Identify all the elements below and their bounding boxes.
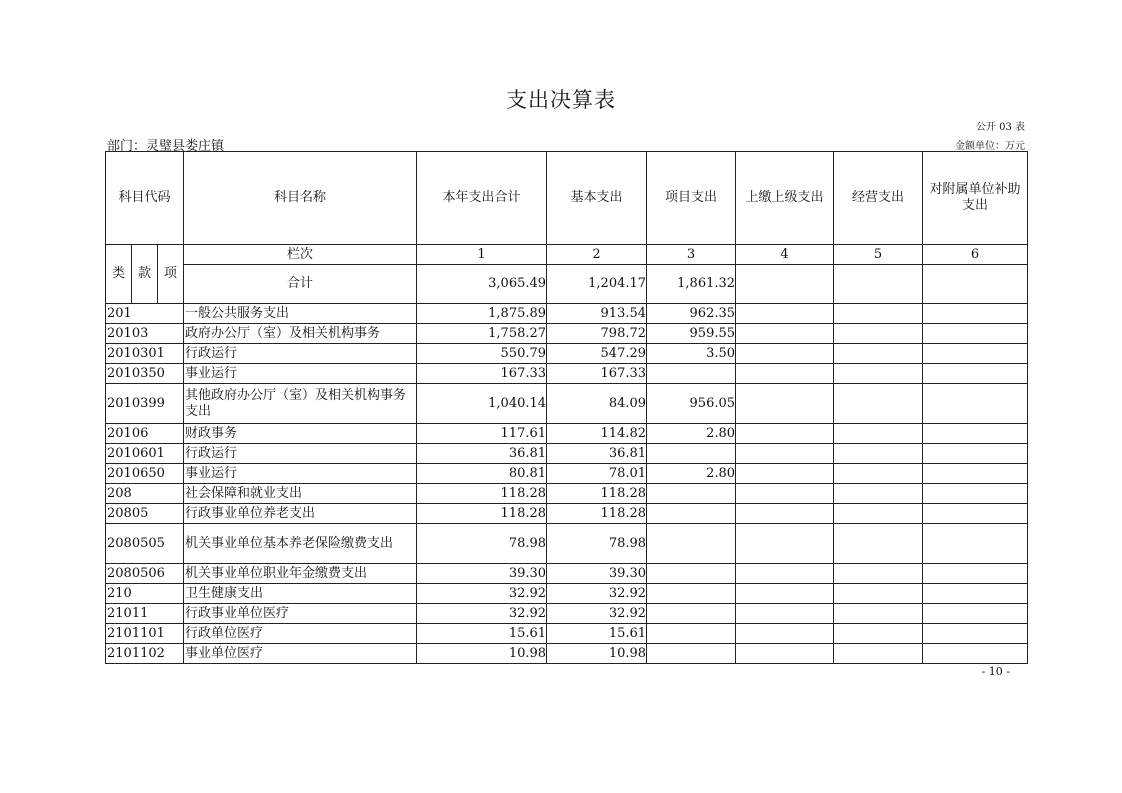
row-subsidiary [923, 444, 1028, 464]
row-upper [736, 584, 834, 604]
row-code: 21011 [106, 604, 184, 624]
row-total: 1,758.27 [417, 324, 547, 344]
row-basic: 167.33 [547, 364, 647, 384]
row-basic: 78.98 [547, 524, 647, 564]
row-total: 117.61 [417, 424, 547, 444]
row-total: 1,875.89 [417, 304, 547, 324]
row-basic: 15.61 [547, 624, 647, 644]
row-subsidiary [923, 524, 1028, 564]
row-business [834, 444, 923, 464]
row-basic: 10.98 [547, 644, 647, 664]
row-subsidiary [923, 584, 1028, 604]
column-number-row [106, 245, 1028, 265]
row-subsidiary [923, 624, 1028, 644]
row-name: 社会保障和就业支出 [184, 484, 417, 504]
header-business: 经营支出 [834, 152, 923, 245]
row-upper [736, 324, 834, 344]
row-code: 2010301 [106, 344, 184, 364]
row-upper [736, 464, 834, 484]
row-subsidiary [923, 424, 1028, 444]
table-row [106, 644, 1028, 664]
row-code: 20805 [106, 504, 184, 524]
row-subsidiary [923, 324, 1028, 344]
row-total: 1,040.14 [417, 384, 547, 424]
row-business [834, 384, 923, 424]
row-subsidiary [923, 384, 1028, 424]
row-name: 其他政府办公厅（室）及相关机构事务支出 [184, 384, 417, 424]
row-business [834, 424, 923, 444]
row-total: 80.81 [417, 464, 547, 484]
row-project [647, 644, 736, 664]
total-basic: 1,204.17 [547, 265, 647, 304]
row-name: 机关事业单位职业年金缴费支出 [184, 564, 417, 584]
row-project [647, 564, 736, 584]
row-business [834, 644, 923, 664]
row-business [834, 464, 923, 484]
table-row [106, 564, 1028, 584]
total-label: 合计 [184, 265, 417, 304]
row-total: 36.81 [417, 444, 547, 464]
row-total: 550.79 [417, 344, 547, 364]
col-number-2: 2 [547, 245, 647, 265]
row-upper [736, 504, 834, 524]
total-business [834, 265, 923, 304]
row-total: 32.92 [417, 584, 547, 604]
row-business [834, 344, 923, 364]
row-upper [736, 624, 834, 644]
row-basic: 118.28 [547, 504, 647, 524]
col-number-6: 6 [923, 245, 1028, 265]
row-project: 2.80 [647, 464, 736, 484]
row-business [834, 504, 923, 524]
page-number: - 10 - [981, 665, 1010, 678]
expenditure-table [105, 151, 1028, 664]
row-code: 2010350 [106, 364, 184, 384]
table-row [106, 504, 1028, 524]
col-number-1: 1 [417, 245, 547, 265]
row-business [834, 484, 923, 504]
header-xiang: 项 [158, 245, 184, 304]
table-row [106, 584, 1028, 604]
row-project: 959.55 [647, 324, 736, 344]
row-basic: 36.81 [547, 444, 647, 464]
row-code: 210 [106, 584, 184, 604]
total-amount: 3,065.49 [417, 265, 547, 304]
row-basic: 118.28 [547, 484, 647, 504]
row-project [647, 604, 736, 624]
row-subsidiary [923, 644, 1028, 664]
row-upper [736, 604, 834, 624]
row-name: 行政事业单位养老支出 [184, 504, 417, 524]
total-subsidiary [923, 265, 1028, 304]
row-project [647, 584, 736, 604]
row-subsidiary [923, 484, 1028, 504]
row-basic: 913.54 [547, 304, 647, 324]
row-upper [736, 344, 834, 364]
row-business [834, 364, 923, 384]
row-business [834, 524, 923, 564]
row-business [834, 624, 923, 644]
row-total: 39.30 [417, 564, 547, 584]
header-kuan: 款 [132, 245, 158, 304]
row-name: 事业运行 [184, 464, 417, 484]
row-name: 行政运行 [184, 344, 417, 364]
row-upper [736, 524, 834, 564]
row-code: 208 [106, 484, 184, 504]
row-basic: 32.92 [547, 584, 647, 604]
row-subsidiary [923, 304, 1028, 324]
row-code: 2080505 [106, 524, 184, 564]
row-business [834, 604, 923, 624]
table-row [106, 624, 1028, 644]
department-label: 部门：灵璧县娄庄镇 [107, 139, 225, 154]
row-code: 20106 [106, 424, 184, 444]
row-project: 956.05 [647, 384, 736, 424]
row-upper [736, 384, 834, 424]
row-basic: 39.30 [547, 564, 647, 584]
row-total: 78.98 [417, 524, 547, 564]
row-project: 962.35 [647, 304, 736, 324]
header-name: 科目名称 [184, 152, 417, 245]
row-code: 2101102 [106, 644, 184, 664]
header-code: 科目代码 [106, 152, 184, 245]
amount-unit-label: 金额单位：万元 [955, 141, 1025, 152]
header-lei: 类 [106, 245, 132, 304]
row-subsidiary [923, 364, 1028, 384]
row-project [647, 504, 736, 524]
table-row [106, 304, 1028, 324]
row-project [647, 444, 736, 464]
row-basic: 798.72 [547, 324, 647, 344]
row-basic: 114.82 [547, 424, 647, 444]
row-business [834, 564, 923, 584]
total-upper [736, 265, 834, 304]
row-name: 机关事业单位基本养老保险缴费支出 [184, 524, 417, 564]
table-row [106, 444, 1028, 464]
page-title: 支出决算表 [506, 88, 616, 112]
row-name: 卫生健康支出 [184, 584, 417, 604]
row-project [647, 484, 736, 504]
row-code: 201 [106, 304, 184, 324]
row-subsidiary [923, 564, 1028, 584]
row-project: 2.80 [647, 424, 736, 444]
header-basic: 基本支出 [547, 152, 647, 245]
table-row [106, 604, 1028, 624]
row-total: 15.61 [417, 624, 547, 644]
row-upper [736, 304, 834, 324]
col-number-3: 3 [647, 245, 736, 265]
row-name: 事业单位医疗 [184, 644, 417, 664]
row-basic: 547.29 [547, 344, 647, 364]
row-code: 20103 [106, 324, 184, 344]
header-total: 本年支出合计 [417, 152, 547, 245]
row-code: 2080506 [106, 564, 184, 584]
row-total: 32.92 [417, 604, 547, 624]
row-name: 行政运行 [184, 444, 417, 464]
row-total: 167.33 [417, 364, 547, 384]
row-total: 118.28 [417, 504, 547, 524]
header-upper: 上缴上级支出 [736, 152, 834, 245]
total-project: 1,861.32 [647, 265, 736, 304]
row-name: 一般公共服务支出 [184, 304, 417, 324]
row-upper [736, 364, 834, 384]
row-name: 行政单位医疗 [184, 624, 417, 644]
header-lanci: 栏次 [184, 245, 417, 265]
row-code: 2101101 [106, 624, 184, 644]
row-business [834, 584, 923, 604]
row-basic: 32.92 [547, 604, 647, 624]
row-project: 3.50 [647, 344, 736, 364]
row-business [834, 304, 923, 324]
row-upper [736, 444, 834, 464]
row-upper [736, 424, 834, 444]
row-upper [736, 644, 834, 664]
total-row [106, 265, 1028, 304]
table-row [106, 384, 1028, 424]
row-basic: 78.01 [547, 464, 647, 484]
row-project [647, 364, 736, 384]
table-row [106, 364, 1028, 384]
row-project [647, 624, 736, 644]
header-subsidiary: 对附属单位补助支出 [923, 152, 1028, 245]
table-row [106, 324, 1028, 344]
row-name: 财政事务 [184, 424, 417, 444]
table-row [106, 484, 1028, 504]
row-subsidiary [923, 504, 1028, 524]
row-name: 政府办公厅（室）及相关机构事务 [184, 324, 417, 344]
row-name: 行政事业单位医疗 [184, 604, 417, 624]
row-upper [736, 564, 834, 584]
row-subsidiary [923, 344, 1028, 364]
row-basic: 84.09 [547, 384, 647, 424]
table-row [106, 464, 1028, 484]
table-row [106, 424, 1028, 444]
row-upper [736, 484, 834, 504]
header-row [106, 152, 1028, 245]
row-total: 10.98 [417, 644, 547, 664]
col-number-4: 4 [736, 245, 834, 265]
row-subsidiary [923, 604, 1028, 624]
row-code: 2010601 [106, 444, 184, 464]
header-project: 项目支出 [647, 152, 736, 245]
row-name: 事业运行 [184, 364, 417, 384]
row-project [647, 524, 736, 564]
col-number-5: 5 [834, 245, 923, 265]
row-code: 2010399 [106, 384, 184, 424]
row-code: 2010650 [106, 464, 184, 484]
row-business [834, 324, 923, 344]
table-row [106, 344, 1028, 364]
row-subsidiary [923, 464, 1028, 484]
table-row [106, 524, 1028, 564]
form-number: 公开 03 表 [975, 122, 1025, 133]
row-total: 118.28 [417, 484, 547, 504]
